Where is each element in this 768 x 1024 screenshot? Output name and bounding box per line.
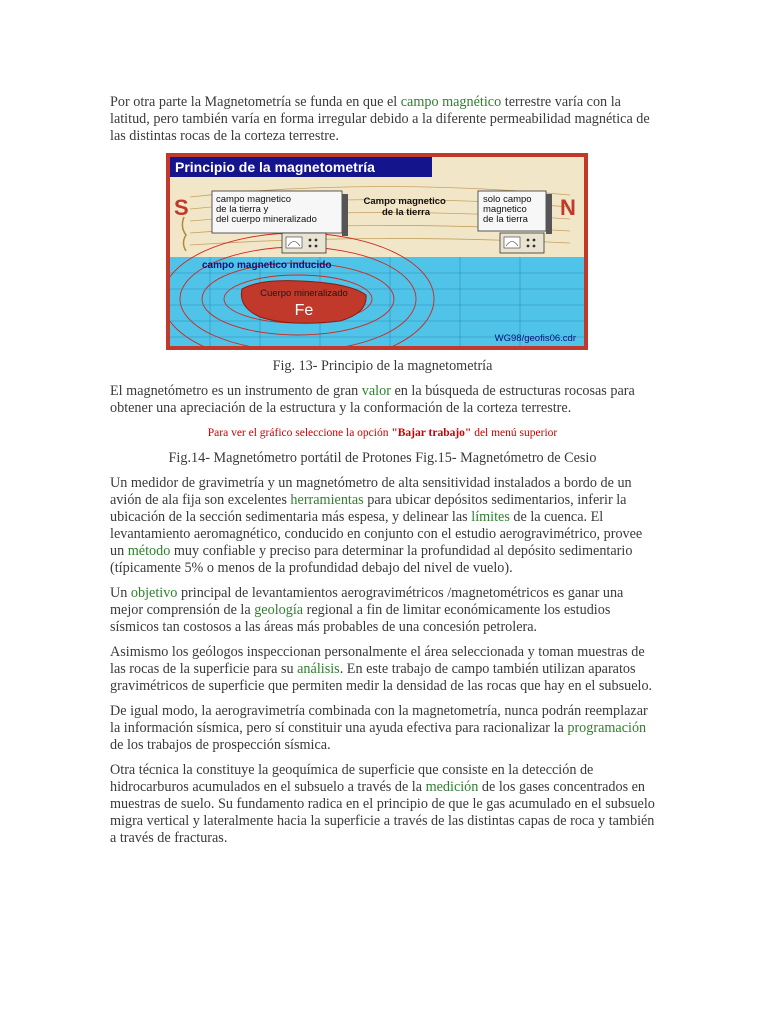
text: Un <box>110 585 131 601</box>
text: del menú superior <box>471 427 558 439</box>
text: para ubicar depósitos sedimentarios, inferir la ubicación de la sección sedimentaria más espesa, y delinear las <box>110 492 627 525</box>
bajar-trabajo-label: "Bajar trabajo" <box>391 427 472 439</box>
link-metodo[interactable]: método <box>127 543 171 559</box>
text: Por otra parte la Magnetometría se funda en que el <box>110 94 401 110</box>
figure-diagram <box>170 157 584 346</box>
text: de la cuenca. El levantamiento aeromagnético, conducido en conjunto con el estudio aerogravimétrico, provee un <box>110 509 643 559</box>
text: de los gases concentrados en muestras de suelo. Su fundamento radica en el principio de que le gas acumulado en el subsuelo migra vertical y lateralmente hacia la superficie a través de las distintas capas de roca y también a través de fracturas. <box>110 779 655 846</box>
label-left: campo magnetico de la tierra y del cuerpo mineralizado <box>215 194 317 225</box>
magnetometer-instrument-left <box>282 233 326 253</box>
text: principal de levantamientos aerogravimétricos /magnetométricos es ganar una mejor comprensión de la <box>110 585 624 618</box>
paragraph-7 <box>110 762 655 847</box>
link-valor[interactable]: valor <box>361 383 391 399</box>
text: De igual modo, la aerogravimetría combinada con la magnetometría, nunca podrán reemplazar la información sísmica, pero sí constituir una ayuda efectiva para racionalizar la <box>110 703 648 736</box>
text: regional a fin de limitar económicamente los estudios sísmicos tan costosos a las áreas más probables de una concesión petrolera. <box>110 602 611 635</box>
box-shadow-left <box>342 194 348 236</box>
fe-label: Fe <box>294 302 313 319</box>
document-body <box>110 94 655 855</box>
link-medicion[interactable]: medición <box>425 779 479 795</box>
download-note <box>110 425 655 442</box>
paragraph-4 <box>110 585 655 636</box>
induced-label: campo magnetico inducido <box>201 260 331 271</box>
box-shadow-right <box>546 194 552 234</box>
label-center: Campo magnetico de la tierra <box>363 196 446 218</box>
link-analisis[interactable]: análisis <box>297 661 340 677</box>
paragraph-1 <box>110 94 655 145</box>
magnetometer-instrument-right <box>500 233 544 253</box>
paragraph-2 <box>110 383 655 417</box>
link-limites[interactable]: límites <box>471 509 510 525</box>
text: de los trabajos de prospección sísmica. <box>110 737 331 753</box>
paragraph-5 <box>110 644 655 695</box>
figure-title: Principio de la magnetometría <box>174 159 375 175</box>
link-geologia[interactable]: geología <box>254 602 304 618</box>
figure-13-caption: Fig. 13- Principio de la magnetometría <box>272 358 493 374</box>
text: terrestre varía con la latitud, pero también varía en forma irregular debido a la diferente permeabilidad magnética de las distintas rocas de la corteza terrestre. <box>110 94 650 144</box>
pole-s: S <box>173 195 189 220</box>
text: muy confiable y preciso para determinar la profundidad al depósito sedimentario (típicamente 5% o menos de la profundidad debajo del nivel de vuelo). <box>110 543 633 576</box>
pole-n: N <box>559 195 576 220</box>
figure-14-15-caption: Fig.14- Magnetómetro portátil de Protones Fig.15- Magnetómetro de Cesio <box>168 450 597 466</box>
link-objetivo[interactable]: objetivo <box>130 585 178 601</box>
figure-magnetometria <box>166 153 588 350</box>
ore-body-label: Cuerpo mineralizado <box>259 288 348 299</box>
paragraph-3 <box>110 475 655 577</box>
text: Un medidor de gravimetría y un magnetómetro de alta sensitividad instalados a bordo de un avión de ala fija son excelentes <box>110 475 632 508</box>
link-programacion[interactable]: programación <box>567 720 647 736</box>
text: Para ver el gráfico seleccione la opción <box>207 427 392 439</box>
text: en la búsqueda de estructuras rocosas para obtener una apreciación de la estructura y la conformación de la corteza terrestre. <box>110 383 635 416</box>
link-herramientas[interactable]: herramientas <box>290 492 364 508</box>
label-right: solo campo magnetico de la tierra <box>482 194 532 225</box>
credit-label: WG98/geofis06.cdr <box>494 333 576 344</box>
text: . En este trabajo de campo también utilizan aparatos gravimétricos de superficie que permiten medir la densidad de las rocas que hay en el subsuelo. <box>110 661 653 694</box>
link-campo-magnetico[interactable]: campo magnético <box>400 94 502 110</box>
paragraph-6 <box>110 703 655 754</box>
text: El magnetómetro es un instrumento de gran <box>110 383 362 399</box>
text: Otra técnica la constituye la geoquímica de superficie que consiste en la detección de hidrocarburos acumulados en el subsuelo a través de la <box>110 762 594 795</box>
text: Asimismo los geólogos inspeccionan personalmente el área seleccionada y toman muestras de las rocas de la superficie para su <box>110 644 645 677</box>
